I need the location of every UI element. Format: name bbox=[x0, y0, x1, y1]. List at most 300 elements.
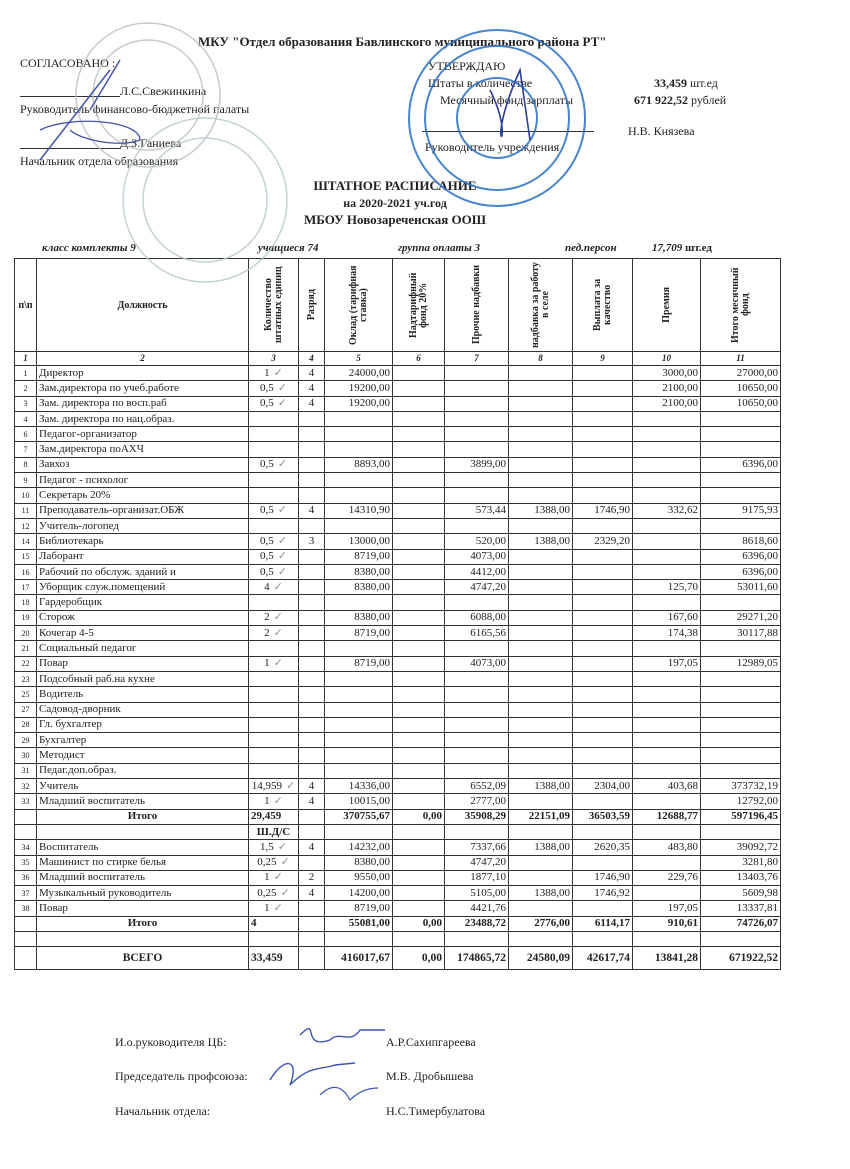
cell-text: Преподаватель-организат.ОБЖ bbox=[39, 504, 185, 517]
position-cell bbox=[37, 809, 249, 824]
cell-text: Уборщик служ.помещений bbox=[39, 580, 166, 593]
cell-text: 3899,00 bbox=[470, 458, 506, 471]
value-cell bbox=[325, 396, 393, 411]
cell-text: 5609,98 bbox=[742, 886, 778, 899]
value-cell bbox=[445, 473, 509, 488]
cell-text: 3 bbox=[23, 399, 28, 409]
cell-text: 2 bbox=[264, 611, 270, 624]
cell-text: 30 bbox=[21, 751, 30, 761]
value-cell bbox=[701, 564, 781, 579]
value-cell bbox=[633, 580, 701, 595]
cell-text: 4 bbox=[23, 414, 28, 424]
cell-text: 6114,17 bbox=[594, 917, 630, 930]
value-cell bbox=[249, 733, 299, 748]
value-cell bbox=[701, 442, 781, 457]
row-number bbox=[15, 534, 37, 549]
value-cell bbox=[445, 870, 509, 885]
cell-text: Лаборант bbox=[39, 550, 84, 563]
cell-text: Ш.Д/С bbox=[256, 825, 291, 838]
value-cell bbox=[573, 549, 633, 564]
value-cell bbox=[445, 886, 509, 901]
cell-text: 5105,00 bbox=[470, 886, 506, 899]
cell-text: 16 bbox=[21, 567, 30, 577]
column-number: 2 bbox=[37, 352, 249, 366]
value-cell bbox=[701, 396, 781, 411]
value-cell bbox=[325, 457, 393, 472]
cell-text: 1 bbox=[264, 871, 270, 884]
checkmark-icon: ✓ bbox=[277, 504, 287, 517]
value-cell bbox=[393, 549, 445, 564]
position-cell bbox=[37, 488, 249, 503]
value-cell bbox=[325, 366, 393, 381]
cell-text: 14336,00 bbox=[348, 779, 390, 792]
table-row bbox=[15, 488, 781, 503]
value-cell bbox=[393, 534, 445, 549]
cell-text: 6552,09 bbox=[470, 779, 506, 792]
value-cell bbox=[445, 549, 509, 564]
value-cell bbox=[249, 916, 299, 931]
value-cell bbox=[249, 580, 299, 595]
value-cell bbox=[325, 702, 393, 717]
cell-text: 483,80 bbox=[667, 840, 698, 853]
cell-text: 6396,00 bbox=[742, 550, 778, 563]
row-number bbox=[15, 503, 37, 518]
row-number bbox=[15, 824, 37, 839]
position-cell bbox=[37, 641, 249, 656]
value-cell bbox=[325, 840, 393, 855]
value-cell bbox=[299, 427, 325, 442]
cell-text: 1 bbox=[23, 368, 28, 378]
cell-text: 1388,00 bbox=[534, 534, 570, 547]
row-number bbox=[15, 610, 37, 625]
value-cell bbox=[445, 427, 509, 442]
position-cell bbox=[37, 931, 249, 946]
cell-text: 373732,19 bbox=[731, 779, 778, 792]
table-row bbox=[15, 503, 781, 518]
cell-text: Итого bbox=[127, 917, 158, 930]
cell-text: 12688,77 bbox=[656, 810, 698, 823]
value-cell bbox=[509, 366, 573, 381]
cell-text: 13337,81 bbox=[736, 902, 778, 915]
position-cell bbox=[37, 824, 249, 839]
value-cell bbox=[249, 641, 299, 656]
cell-text: 8893,00 bbox=[354, 458, 390, 471]
value-cell bbox=[633, 824, 701, 839]
cell-text: 2620,35 bbox=[594, 840, 630, 853]
signer2-title: Начальник отдела образования bbox=[20, 154, 179, 168]
value-cell bbox=[633, 840, 701, 855]
column-number: 4 bbox=[299, 352, 325, 366]
value-cell bbox=[509, 702, 573, 717]
value-cell bbox=[573, 671, 633, 686]
cell-text: 7 bbox=[23, 445, 28, 455]
cell-text: 10 bbox=[21, 491, 30, 501]
value-cell bbox=[249, 840, 299, 855]
cell-text: Учитель-логопед bbox=[39, 519, 120, 532]
value-cell bbox=[325, 733, 393, 748]
value-cell bbox=[573, 396, 633, 411]
col-header: Прочие надбавки bbox=[470, 265, 482, 345]
value-cell bbox=[445, 656, 509, 671]
value-cell bbox=[299, 916, 325, 931]
cell-text: 4 bbox=[264, 580, 270, 593]
value-cell bbox=[701, 411, 781, 426]
value-cell bbox=[249, 779, 299, 794]
cell-text: 15 bbox=[21, 552, 30, 562]
cell-text: 1,5 bbox=[260, 840, 274, 853]
blank-row bbox=[15, 931, 781, 946]
row-number bbox=[15, 366, 37, 381]
cell-text: 53011,60 bbox=[737, 580, 778, 593]
cell-text: Музыкальный руководитель bbox=[39, 886, 172, 899]
cell-text: ВСЕГО bbox=[122, 951, 163, 964]
value-cell bbox=[299, 595, 325, 610]
row-number bbox=[15, 901, 37, 916]
value-cell bbox=[701, 457, 781, 472]
value-cell bbox=[445, 411, 509, 426]
value-cell bbox=[509, 824, 573, 839]
value-cell bbox=[249, 947, 299, 970]
position-cell bbox=[37, 656, 249, 671]
value-cell bbox=[573, 809, 633, 824]
value-cell bbox=[509, 518, 573, 533]
cell-text: Младший воспитатель bbox=[39, 871, 146, 884]
cell-text: Педагог - психолог bbox=[39, 473, 129, 486]
value-cell bbox=[509, 503, 573, 518]
position-cell bbox=[37, 886, 249, 901]
position-cell bbox=[37, 901, 249, 916]
value-cell bbox=[509, 427, 573, 442]
row-number bbox=[15, 641, 37, 656]
row-number bbox=[15, 733, 37, 748]
value-cell bbox=[249, 411, 299, 426]
row-number bbox=[15, 427, 37, 442]
value-cell bbox=[249, 886, 299, 901]
table-row bbox=[15, 381, 781, 396]
cell-text: 167,60 bbox=[667, 611, 698, 624]
position-cell bbox=[37, 564, 249, 579]
checkmark-icon: ✓ bbox=[277, 381, 287, 394]
cell-text: 10015,00 bbox=[348, 794, 390, 807]
cell-text: 23488,72 bbox=[464, 917, 506, 930]
row-number bbox=[15, 931, 37, 946]
value-cell bbox=[249, 534, 299, 549]
row-number bbox=[15, 763, 37, 778]
value-cell bbox=[393, 717, 445, 732]
value-cell bbox=[633, 947, 701, 970]
cell-text: Педаг.доп.образ. bbox=[39, 764, 117, 777]
cell-text: 13000,00 bbox=[348, 534, 390, 547]
value-cell bbox=[445, 503, 509, 518]
value-cell bbox=[393, 457, 445, 472]
value-cell bbox=[393, 503, 445, 518]
col-header: надбавка за работу в селе bbox=[529, 262, 551, 348]
value-cell bbox=[509, 687, 573, 702]
value-cell bbox=[509, 641, 573, 656]
value-cell bbox=[325, 518, 393, 533]
cell-text: 2304,00 bbox=[594, 779, 630, 792]
row-number bbox=[15, 687, 37, 702]
value-cell bbox=[393, 473, 445, 488]
value-cell bbox=[249, 794, 299, 809]
value-cell bbox=[633, 626, 701, 641]
value-cell bbox=[445, 748, 509, 763]
row-number bbox=[15, 794, 37, 809]
cell-text: 520,00 bbox=[475, 534, 506, 547]
value-cell bbox=[393, 702, 445, 717]
value-cell bbox=[445, 931, 509, 946]
value-cell bbox=[573, 870, 633, 885]
row-number bbox=[15, 442, 37, 457]
table-row bbox=[15, 779, 781, 794]
value-cell bbox=[701, 366, 781, 381]
value-cell bbox=[445, 733, 509, 748]
value-cell bbox=[299, 488, 325, 503]
value-cell bbox=[393, 947, 445, 970]
value-cell bbox=[701, 381, 781, 396]
cell-text: Социальный педагог bbox=[39, 641, 137, 654]
value-cell bbox=[325, 473, 393, 488]
cell-text: 2 bbox=[264, 626, 270, 639]
row-number bbox=[15, 779, 37, 794]
value-cell bbox=[701, 580, 781, 595]
value-cell bbox=[509, 931, 573, 946]
row-number bbox=[15, 886, 37, 901]
value-cell bbox=[325, 534, 393, 549]
value-cell bbox=[325, 687, 393, 702]
value-cell bbox=[445, 717, 509, 732]
cell-text: 4 bbox=[308, 779, 315, 792]
value-cell bbox=[573, 947, 633, 970]
position-cell bbox=[37, 717, 249, 732]
cell-text: 32 bbox=[21, 781, 30, 791]
value-cell bbox=[299, 564, 325, 579]
row-number bbox=[15, 411, 37, 426]
value-cell bbox=[633, 763, 701, 778]
checkmark-icon: ✓ bbox=[273, 871, 283, 884]
cell-text: Зам.директора по учеб.работе bbox=[39, 381, 179, 394]
signer1-name: Л.С.Свежинкина bbox=[120, 84, 207, 98]
cell-text: 2329,20 bbox=[594, 534, 630, 547]
value-cell bbox=[393, 366, 445, 381]
cell-text: 33,459 bbox=[251, 951, 283, 964]
value-cell bbox=[299, 610, 325, 625]
table-row bbox=[15, 671, 781, 686]
value-cell bbox=[445, 840, 509, 855]
cell-text: 0,5 bbox=[260, 534, 274, 547]
fund-label: Месячный фонд зарплаты bbox=[440, 93, 574, 107]
value-cell bbox=[573, 381, 633, 396]
value-cell bbox=[633, 733, 701, 748]
value-cell bbox=[325, 779, 393, 794]
value-cell bbox=[445, 564, 509, 579]
value-cell bbox=[299, 656, 325, 671]
col-header: Оклад (тарифная ставка) bbox=[347, 265, 369, 345]
row-number bbox=[15, 549, 37, 564]
value-cell bbox=[249, 931, 299, 946]
row-number bbox=[15, 626, 37, 641]
col-header: Премия bbox=[660, 287, 672, 323]
cell-text: 14,959 bbox=[251, 779, 283, 792]
cell-text: 8719,00 bbox=[354, 626, 390, 639]
cell-text: 19200,00 bbox=[348, 381, 390, 394]
cell-text: 4073,00 bbox=[470, 550, 506, 563]
approved-label: УТВЕРЖДАЮ bbox=[428, 59, 506, 73]
value-cell bbox=[393, 580, 445, 595]
table-row bbox=[15, 427, 781, 442]
value-cell bbox=[445, 366, 509, 381]
value-cell bbox=[701, 794, 781, 809]
table-row bbox=[15, 733, 781, 748]
value-cell bbox=[573, 779, 633, 794]
cell-text: Машинист по стирке белья bbox=[39, 856, 167, 869]
value-cell bbox=[299, 717, 325, 732]
position-cell bbox=[37, 870, 249, 885]
cell-text: 33 bbox=[21, 796, 30, 806]
table-row bbox=[15, 901, 781, 916]
value-cell bbox=[445, 610, 509, 625]
value-cell bbox=[633, 610, 701, 625]
value-cell bbox=[249, 870, 299, 885]
value-cell bbox=[573, 717, 633, 732]
cell-text: 0,5 bbox=[260, 397, 274, 410]
cell-text: 0,00 bbox=[422, 917, 442, 930]
value-cell bbox=[573, 411, 633, 426]
row-number bbox=[15, 457, 37, 472]
value-cell bbox=[393, 931, 445, 946]
value-cell bbox=[701, 595, 781, 610]
value-cell bbox=[393, 671, 445, 686]
value-cell bbox=[633, 564, 701, 579]
table-row bbox=[15, 870, 781, 885]
column-number: 11 bbox=[701, 352, 781, 366]
value-cell bbox=[249, 656, 299, 671]
value-cell bbox=[509, 840, 573, 855]
value-cell bbox=[393, 748, 445, 763]
table-row bbox=[15, 595, 781, 610]
fund-value: 671 922,52 bbox=[634, 93, 688, 107]
table-row bbox=[15, 702, 781, 717]
position-cell bbox=[37, 840, 249, 855]
value-cell bbox=[509, 886, 573, 901]
value-cell bbox=[445, 824, 509, 839]
value-cell bbox=[299, 381, 325, 396]
value-cell bbox=[701, 840, 781, 855]
value-cell bbox=[633, 671, 701, 686]
cell-text: Подсобный раб.на кухне bbox=[39, 672, 155, 685]
cell-text: 6396,00 bbox=[742, 458, 778, 471]
cell-text: Водитель bbox=[39, 687, 84, 700]
signature bbox=[270, 1063, 355, 1085]
column-number: 10 bbox=[633, 352, 701, 366]
value-cell bbox=[701, 518, 781, 533]
value-cell bbox=[633, 702, 701, 717]
director-title: Руководитель учреждения bbox=[425, 140, 560, 154]
cell-text: Кочегар 4-5 bbox=[39, 626, 94, 639]
table-row bbox=[15, 610, 781, 625]
cell-text: 39092,72 bbox=[736, 840, 778, 853]
row-number bbox=[15, 870, 37, 885]
cell-text: 197,05 bbox=[667, 657, 698, 670]
signer1-title: Руководитель финансово-бюджетной палаты bbox=[20, 102, 250, 116]
position-cell bbox=[37, 381, 249, 396]
value-cell bbox=[573, 564, 633, 579]
value-cell bbox=[633, 411, 701, 426]
value-cell bbox=[573, 518, 633, 533]
position-cell bbox=[37, 748, 249, 763]
value-cell bbox=[325, 503, 393, 518]
value-cell bbox=[509, 656, 573, 671]
value-cell bbox=[249, 671, 299, 686]
value-cell bbox=[573, 595, 633, 610]
cell-text: 17 bbox=[21, 582, 30, 592]
value-cell bbox=[299, 626, 325, 641]
checkmark-icon: ✓ bbox=[277, 458, 287, 471]
row-number bbox=[15, 947, 37, 970]
value-cell bbox=[701, 870, 781, 885]
value-cell bbox=[573, 626, 633, 641]
cell-text: 6088,00 bbox=[470, 611, 506, 624]
value-cell bbox=[573, 488, 633, 503]
value-cell bbox=[393, 687, 445, 702]
cell-text: 2100,00 bbox=[662, 381, 698, 394]
value-cell bbox=[393, 886, 445, 901]
value-cell bbox=[573, 931, 633, 946]
cell-text: Зам. директора по нац.образ. bbox=[39, 412, 175, 425]
value-cell bbox=[299, 931, 325, 946]
signature-line bbox=[20, 96, 120, 97]
value-cell bbox=[701, 473, 781, 488]
value-cell bbox=[325, 886, 393, 901]
checkmark-icon: ✓ bbox=[273, 626, 283, 639]
value-cell bbox=[445, 442, 509, 457]
value-cell bbox=[633, 396, 701, 411]
cell-text: 36 bbox=[21, 873, 30, 883]
row-number bbox=[15, 656, 37, 671]
value-cell bbox=[249, 763, 299, 778]
checkmark-icon: ✓ bbox=[277, 840, 287, 853]
value-cell bbox=[509, 411, 573, 426]
value-cell bbox=[633, 381, 701, 396]
cell-text: 4073,00 bbox=[470, 657, 506, 670]
cell-text: 4 bbox=[308, 397, 315, 410]
doc-year: на 2020-2021 уч.год bbox=[343, 196, 447, 210]
value-cell bbox=[633, 855, 701, 870]
cell-text: Методист bbox=[39, 749, 85, 762]
info-ped-unit: шт.ед bbox=[685, 242, 712, 254]
cell-text: Секретарь 20% bbox=[39, 489, 111, 502]
value-cell bbox=[445, 901, 509, 916]
cell-text: Сторож bbox=[39, 611, 75, 624]
table-row bbox=[15, 411, 781, 426]
value-cell bbox=[393, 763, 445, 778]
value-cell bbox=[393, 733, 445, 748]
value-cell bbox=[573, 733, 633, 748]
value-cell bbox=[325, 763, 393, 778]
value-cell bbox=[701, 656, 781, 671]
value-cell bbox=[249, 518, 299, 533]
cell-text: 31 bbox=[21, 766, 30, 776]
value-cell bbox=[573, 901, 633, 916]
info-ped-value: 17,709 bbox=[652, 242, 683, 254]
value-cell bbox=[445, 687, 509, 702]
position-cell bbox=[37, 396, 249, 411]
cell-text: 55081,00 bbox=[348, 917, 390, 930]
value-cell bbox=[633, 779, 701, 794]
position-cell bbox=[37, 947, 249, 970]
row-number bbox=[15, 748, 37, 763]
value-cell bbox=[701, 733, 781, 748]
